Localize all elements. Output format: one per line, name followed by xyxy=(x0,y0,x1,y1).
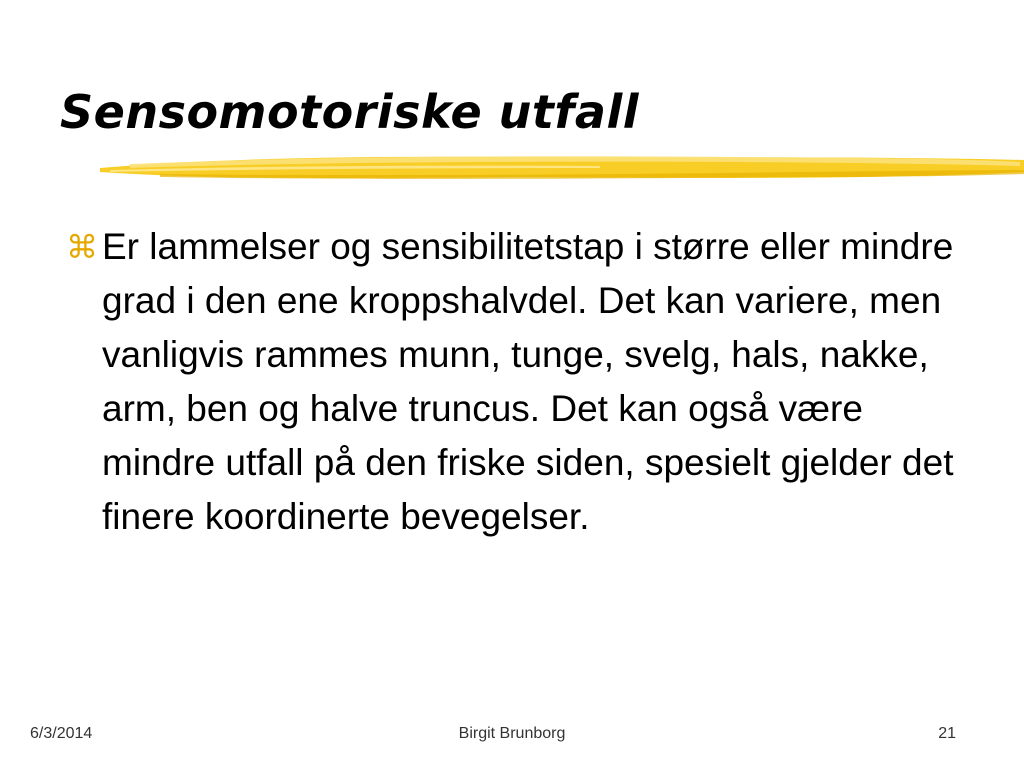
footer-author: Birgit Brunborg xyxy=(458,725,566,742)
z-bullet-icon: ⌘ xyxy=(66,228,98,266)
title-underline-brush-stroke xyxy=(100,150,1024,186)
bullet-text: Er lammelser og sensibilitetstap i større eller mindre grad i den ene kroppshalvdel. Det kan variere, men vanligvis rammes munn, tunge, svelg, hals, nakke, arm, ben og halve truncus. Det kan også være mindre utfall på den friske siden, spesielt gjelder det finere koordinerte bevegelser. xyxy=(102,226,954,537)
slide-body xyxy=(66,220,966,544)
footer-page-number: 21 xyxy=(938,725,956,742)
footer-date: 6/3/2014 xyxy=(30,725,93,742)
bullet-item xyxy=(66,220,966,544)
slide-title: Sensomotoriske utfall xyxy=(60,85,640,139)
